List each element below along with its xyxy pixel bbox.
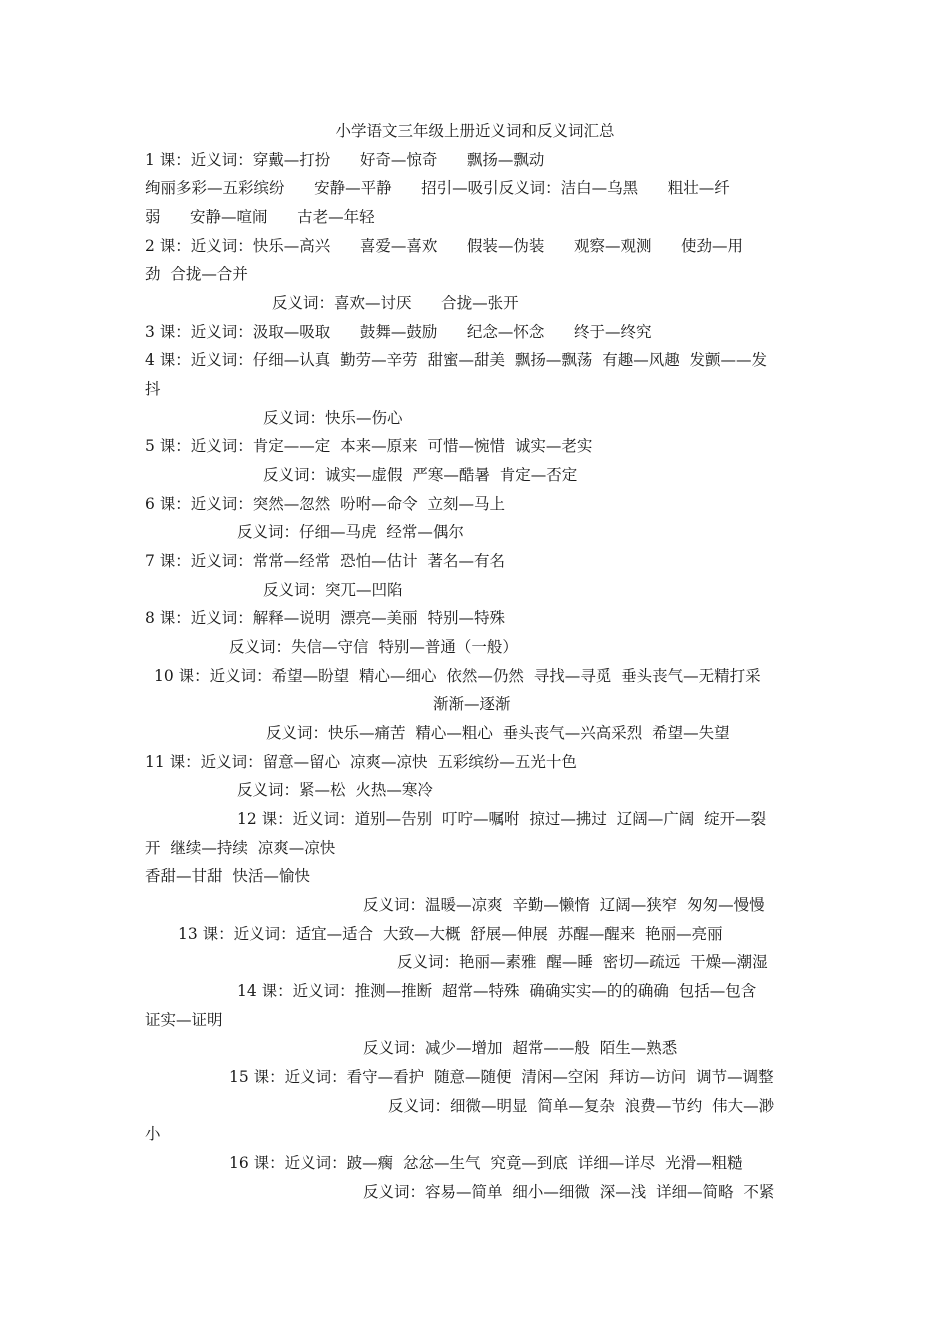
text-line: 小 [145, 1125, 161, 1143]
text-line: 反义词：诚实—虚假 严寒—酷暑 肯定—否定 [263, 466, 578, 484]
text-line: 反义词：艳丽—素雅 醒—睡 密切—疏远 干燥—潮湿 [397, 953, 768, 971]
text-line: 2 课：近义词：快乐—高兴 喜爱—喜欢 假装—伪装 观察—观测 使劲—用 [145, 237, 744, 255]
text-line: 反义词：仔细—马虎 经常—偶尔 [237, 523, 464, 541]
text-line: 3 课：近义词：汲取—吸取 鼓舞—鼓励 纪念—怀念 终于—终究 [145, 323, 652, 341]
text-line: 证实—证明 [145, 1011, 223, 1029]
text-line: 13 课：近义词：适宜—适合 大致—大概 舒展—伸展 苏醒—醒来 艳丽—亮丽 [178, 925, 723, 943]
text-line: 1 课：近义词：穿戴—打扮 好奇—惊奇 飘扬—飘动 [145, 151, 545, 169]
text-line: 反义词：减少—增加 超常——般 陌生—熟悉 [363, 1039, 678, 1057]
text-line: 反义词：温暖—凉爽 辛勤—懒惰 辽阔—狭窄 匆匆—慢慢 [363, 896, 765, 914]
text-line: 10 课：近义词：希望—盼望 精心—细心 依然—仍然 寻找—寻觅 垂头丧气—无精打采 [154, 667, 761, 685]
text-line: 反义词：紧—松 火热—寒冷 [237, 781, 433, 799]
page-title: 小学语文三年级上册近义词和反义词汇总 [335, 122, 615, 140]
text-line: 反义词：快乐—痛苦 精心—粗心 垂头丧气—兴高采烈 希望—失望 [266, 724, 730, 742]
text-line: 15 课：近义词：看守—看护 随意—随便 清闲—空闲 拜访—访问 调节—调整 [229, 1068, 774, 1086]
text-line: 7 课：近义词：常常—经常 恐怕—估计 著名—有名 [145, 552, 505, 570]
text-line: 抖 [145, 380, 161, 398]
text-line: 8 课：近义词：解释—说明 漂亮—美丽 特别—特殊 [145, 609, 505, 627]
text-line: 香甜—甘甜 快活—愉快 [145, 867, 310, 885]
text-line: 11 课：近义词：留意—留心 凉爽—凉快 五彩缤纷—五光十色 [145, 753, 577, 771]
text-line: 反义词：细微—明显 简单—复杂 浪费—节约 伟大—渺 [388, 1097, 775, 1115]
text-line: 12 课：近义词：道别—告别 叮咛—嘱咐 掠过—拂过 辽阔—广阔 绽开—裂 [237, 810, 767, 828]
text-line: 14 课：近义词：推测—推断 超常—特殊 确确实实—的的确确 包括—包含 [237, 982, 757, 1000]
text-line: 反义词：快乐—伤心 [263, 409, 403, 427]
text-line: 反义词：失信—守信 特别—普通（一般） [229, 638, 518, 656]
text-line: 4 课：近义词：仔细—认真 勤劳—辛劳 甜蜜—甜美 飘扬—飘荡 有趣—风趣 发颤——发 [145, 351, 768, 369]
text-line: 弱 安静—喧闹 古老—年轻 [145, 208, 375, 226]
text-line: 绚丽多彩—五彩缤纷 安静—平静 招引—吸引反义词：洁白—乌黑 粗壮—纤 [145, 179, 730, 197]
text-line: 开 继续—持续 凉爽—凉快 [145, 839, 336, 857]
text-line: 5 课：近义词：肯定——定 本来—原来 可惜—惋惜 诚实—老实 [145, 437, 593, 455]
text-line: 反义词：喜欢—讨厌 合拢—张开 [272, 294, 519, 312]
text-line: 6 课：近义词：突然—忽然 吩咐—命令 立刻—马上 [145, 495, 505, 513]
text-line: 16 课：近义词：跛—瘸 忿忿—生气 究竟—到底 详细—详尽 光滑—粗糙 [229, 1154, 743, 1172]
text-line: 反义词：容易—简单 细小—细微 深—浅 详细—简略 不紧 [363, 1183, 775, 1201]
text-line: 渐渐—逐渐 [433, 695, 511, 713]
text-line: 劲 合拢—合并 [145, 265, 248, 283]
text-line: 反义词：突兀—凹陷 [263, 581, 403, 599]
